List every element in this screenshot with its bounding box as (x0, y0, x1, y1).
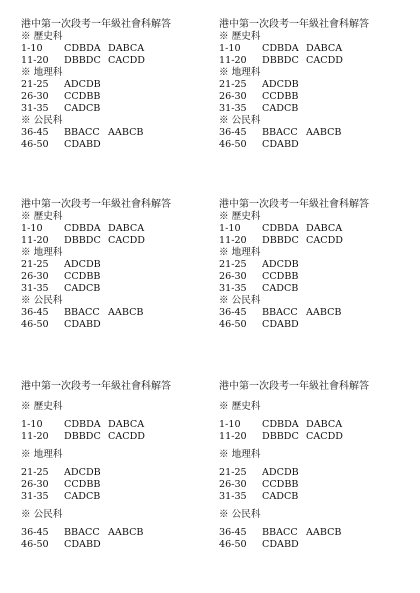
question-range: 21-25 (21, 79, 49, 90)
answer-row (219, 539, 404, 551)
answer-group: CADCB (262, 103, 299, 114)
answer-row (219, 527, 404, 539)
question-range: 36-45 (21, 527, 49, 538)
answer-group: BBACC (64, 307, 100, 318)
answer-row (21, 79, 206, 91)
question-range: 31-35 (219, 283, 247, 294)
answer-row (219, 223, 404, 235)
question-range: 11-20 (219, 55, 247, 66)
question-range: 46-50 (219, 319, 247, 330)
section-geography-label: ※ 地理科 (21, 449, 63, 460)
question-range: 26-30 (219, 271, 247, 282)
answer-group: CDBDA (64, 223, 101, 234)
answer-group: CDBDA (64, 43, 101, 54)
answer-group: DABCA (108, 223, 145, 234)
answer-group: DBBDC (64, 431, 101, 442)
answer-row (219, 431, 404, 443)
answer-row (219, 79, 404, 91)
question-range: 21-25 (219, 467, 247, 478)
answer-row (219, 307, 404, 319)
answer-group: CDABD (64, 319, 101, 330)
answer-sheet-bottom-left (21, 381, 206, 551)
answer-row (219, 467, 404, 479)
answer-group: CADCB (262, 283, 299, 294)
question-range: 26-30 (21, 271, 49, 282)
answer-row (21, 55, 206, 67)
answer-group: CADCB (64, 491, 101, 502)
question-range: 11-20 (21, 55, 49, 66)
answer-group: DBBDC (262, 431, 299, 442)
answer-row (219, 235, 404, 247)
question-range: 1-10 (219, 223, 241, 234)
section-geography-label: ※ 地理科 (219, 67, 261, 78)
answer-group: DBBDC (262, 55, 299, 66)
section-geography-label: ※ 地理科 (219, 247, 261, 258)
question-range: 31-35 (21, 103, 49, 114)
answer-group: ADCDB (262, 467, 299, 478)
answer-group: ADCDB (64, 259, 101, 270)
answer-group: AABCB (306, 127, 342, 138)
section-civics-label: ※ 公民科 (21, 509, 63, 520)
answer-group: CDABD (262, 539, 299, 550)
answer-group: CACDD (306, 55, 343, 66)
answer-group: ADCDB (262, 79, 299, 90)
answer-group: ADCDB (64, 79, 101, 90)
sheet-title: 港中第一次段考一年級社會科解答 (219, 19, 369, 30)
answer-row (21, 271, 206, 283)
section-geography-label: ※ 地理科 (219, 449, 261, 460)
answer-group: CDABD (64, 139, 101, 150)
question-range: 11-20 (219, 235, 247, 246)
answer-group: CADCB (262, 491, 299, 502)
answer-row (219, 491, 404, 503)
question-range: 36-45 (21, 127, 49, 138)
answer-group: AABCB (108, 127, 144, 138)
answer-group: CDBDA (64, 419, 101, 430)
answer-row (21, 467, 206, 479)
answer-group: BBACC (262, 527, 298, 538)
answer-row (219, 259, 404, 271)
answer-row (219, 127, 404, 139)
question-range: 46-50 (219, 539, 247, 550)
question-range: 36-45 (21, 307, 49, 318)
question-range: 46-50 (21, 539, 49, 550)
answer-sheet-middle-left (21, 199, 206, 331)
section-history-label: ※ 歷史科 (219, 211, 261, 222)
sheet-title: 港中第一次段考一年級社會科解答 (21, 381, 171, 392)
answer-group: CACDD (306, 235, 343, 246)
answer-row (21, 539, 206, 551)
section-civics-label: ※ 公民科 (219, 115, 261, 126)
answer-sheet-top-left (21, 19, 206, 151)
answer-group: CADCB (64, 283, 101, 294)
answer-row (21, 91, 206, 103)
answer-row (219, 419, 404, 431)
answer-group: CCDBB (64, 91, 101, 102)
answer-group: BBACC (64, 527, 100, 538)
question-range: 1-10 (21, 223, 43, 234)
answer-row (21, 491, 206, 503)
answer-row (21, 319, 206, 331)
sheet-title: 港中第一次段考一年級社會科解答 (219, 381, 369, 392)
answer-sheet-top-right (219, 19, 404, 151)
answer-group: AABCB (108, 527, 144, 538)
answer-row (21, 139, 206, 151)
question-range: 26-30 (219, 479, 247, 490)
answer-row (219, 55, 404, 67)
question-range: 36-45 (219, 527, 247, 538)
answer-group: CDBDA (262, 419, 299, 430)
answer-group: CDABD (262, 319, 299, 330)
answer-row (21, 259, 206, 271)
answer-group: BBACC (262, 127, 298, 138)
question-range: 1-10 (219, 419, 241, 430)
answer-group: CCDBB (64, 479, 101, 490)
answer-group: DABCA (306, 419, 343, 430)
answer-group: CCDBB (262, 479, 299, 490)
answer-row (219, 103, 404, 115)
answer-sheet-middle-right (219, 199, 404, 331)
section-geography-label: ※ 地理科 (21, 247, 63, 258)
answer-group: CADCB (64, 103, 101, 114)
answer-group: DABCA (306, 223, 343, 234)
question-range: 46-50 (21, 139, 49, 150)
answer-group: ADCDB (64, 467, 101, 478)
answer-group: CACDD (306, 431, 343, 442)
answer-group: BBACC (64, 127, 100, 138)
question-range: 46-50 (21, 319, 49, 330)
sheet-title: 港中第一次段考一年級社會科解答 (21, 199, 171, 210)
section-civics-label: ※ 公民科 (219, 295, 261, 306)
answer-row (21, 283, 206, 295)
answer-group: CCDBB (262, 91, 299, 102)
answer-row (21, 235, 206, 247)
answer-row (219, 319, 404, 331)
section-history-label: ※ 歷史科 (219, 31, 261, 42)
section-civics-label: ※ 公民科 (219, 509, 261, 520)
question-range: 21-25 (21, 259, 49, 270)
answer-group: BBACC (262, 307, 298, 318)
answer-row (21, 527, 206, 539)
answer-group: CCDBB (64, 271, 101, 282)
answer-row (21, 43, 206, 55)
question-range: 31-35 (219, 491, 247, 502)
sheet-title: 港中第一次段考一年級社會科解答 (219, 199, 369, 210)
answer-group: ADCDB (262, 259, 299, 270)
question-range: 1-10 (219, 43, 241, 54)
question-range: 21-25 (219, 79, 247, 90)
answer-row (219, 283, 404, 295)
answer-row (219, 271, 404, 283)
answer-group: CACDD (108, 431, 145, 442)
answer-group: CDABD (64, 539, 101, 550)
section-history-label: ※ 歷史科 (21, 31, 63, 42)
question-range: 21-25 (21, 467, 49, 478)
answer-row (219, 91, 404, 103)
question-range: 21-25 (219, 259, 247, 270)
answer-group: CCDBB (262, 271, 299, 282)
question-range: 1-10 (21, 43, 43, 54)
answer-group: DABCA (108, 419, 145, 430)
question-range: 26-30 (219, 91, 247, 102)
section-history-label: ※ 歷史科 (21, 211, 63, 222)
answer-row (21, 307, 206, 319)
answer-row (21, 127, 206, 139)
answer-group: CACDD (108, 55, 145, 66)
answer-row (219, 479, 404, 491)
section-history-label: ※ 歷史科 (219, 401, 261, 412)
answer-row (21, 431, 206, 443)
answer-row (21, 419, 206, 431)
answer-sheet-bottom-right (219, 381, 404, 551)
question-range: 1-10 (21, 419, 43, 430)
question-range: 11-20 (219, 431, 247, 442)
question-range: 36-45 (219, 307, 247, 318)
section-civics-label: ※ 公民科 (21, 115, 63, 126)
answer-row (21, 223, 206, 235)
sheet-title: 港中第一次段考一年級社會科解答 (21, 19, 171, 30)
answer-group: DBBDC (64, 55, 101, 66)
question-range: 36-45 (219, 127, 247, 138)
question-range: 11-20 (21, 431, 49, 442)
answer-group: CDABD (262, 139, 299, 150)
answer-group: AABCB (306, 307, 342, 318)
section-geography-label: ※ 地理科 (21, 67, 63, 78)
question-range: 11-20 (21, 235, 49, 246)
answer-group: CACDD (108, 235, 145, 246)
answer-row (219, 139, 404, 151)
question-range: 31-35 (21, 491, 49, 502)
answer-row (21, 479, 206, 491)
answer-row (219, 43, 404, 55)
answer-group: DBBDC (64, 235, 101, 246)
section-civics-label: ※ 公民科 (21, 295, 63, 306)
question-range: 46-50 (219, 139, 247, 150)
answer-group: DABCA (306, 43, 343, 54)
question-range: 31-35 (219, 103, 247, 114)
answer-row (21, 103, 206, 115)
answer-group: AABCB (108, 307, 144, 318)
question-range: 26-30 (21, 91, 49, 102)
answer-group: AABCB (306, 527, 342, 538)
question-range: 26-30 (21, 479, 49, 490)
answer-group: CDBDA (262, 43, 299, 54)
answer-group: DABCA (108, 43, 145, 54)
answer-group: DBBDC (262, 235, 299, 246)
question-range: 31-35 (21, 283, 49, 294)
section-history-label: ※ 歷史科 (21, 401, 63, 412)
answer-group: CDBDA (262, 223, 299, 234)
